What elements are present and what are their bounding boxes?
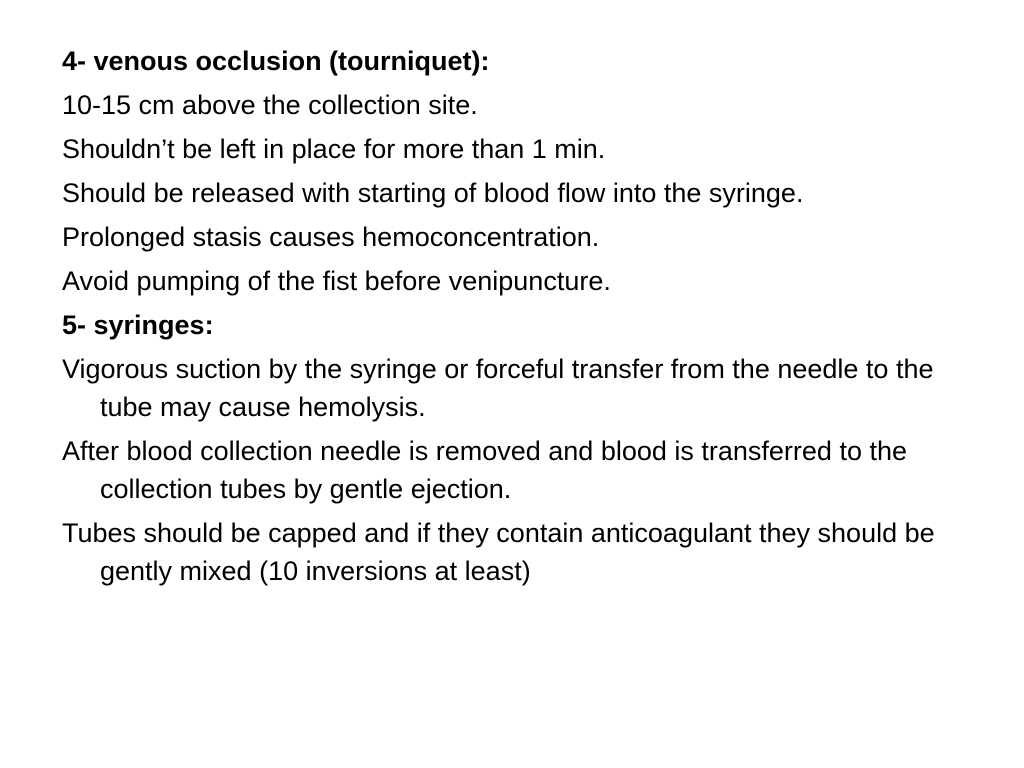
- text-line: Tubes should be capped and if they contain anticoagulant they should be gently mixed (10 inversions at least): [62, 518, 935, 586]
- text-line: Should be released with starting of blood flow into the syringe.: [62, 178, 804, 208]
- text-line: 10-15 cm above the collection site.: [62, 90, 478, 120]
- text-line: Vigorous suction by the syringe or forceful transfer from the needle to the tube may cause hemolysis.: [62, 354, 934, 422]
- text-line: Avoid pumping of the fist before venipuncture.: [62, 266, 611, 296]
- section-heading-syringes: 5- syringes:: [62, 310, 214, 340]
- slide-body: [62, 42, 982, 596]
- text-line: After blood collection needle is removed and blood is transferred to the collection tubes by gentle ejection.: [62, 436, 908, 504]
- text-line: Shouldn’t be left in place for more than 1 min.: [62, 134, 606, 164]
- section-heading-venous-occlusion: 4- venous occlusion (tourniquet):: [62, 46, 490, 76]
- text-line: Prolonged stasis causes hemoconcentration.: [62, 222, 600, 252]
